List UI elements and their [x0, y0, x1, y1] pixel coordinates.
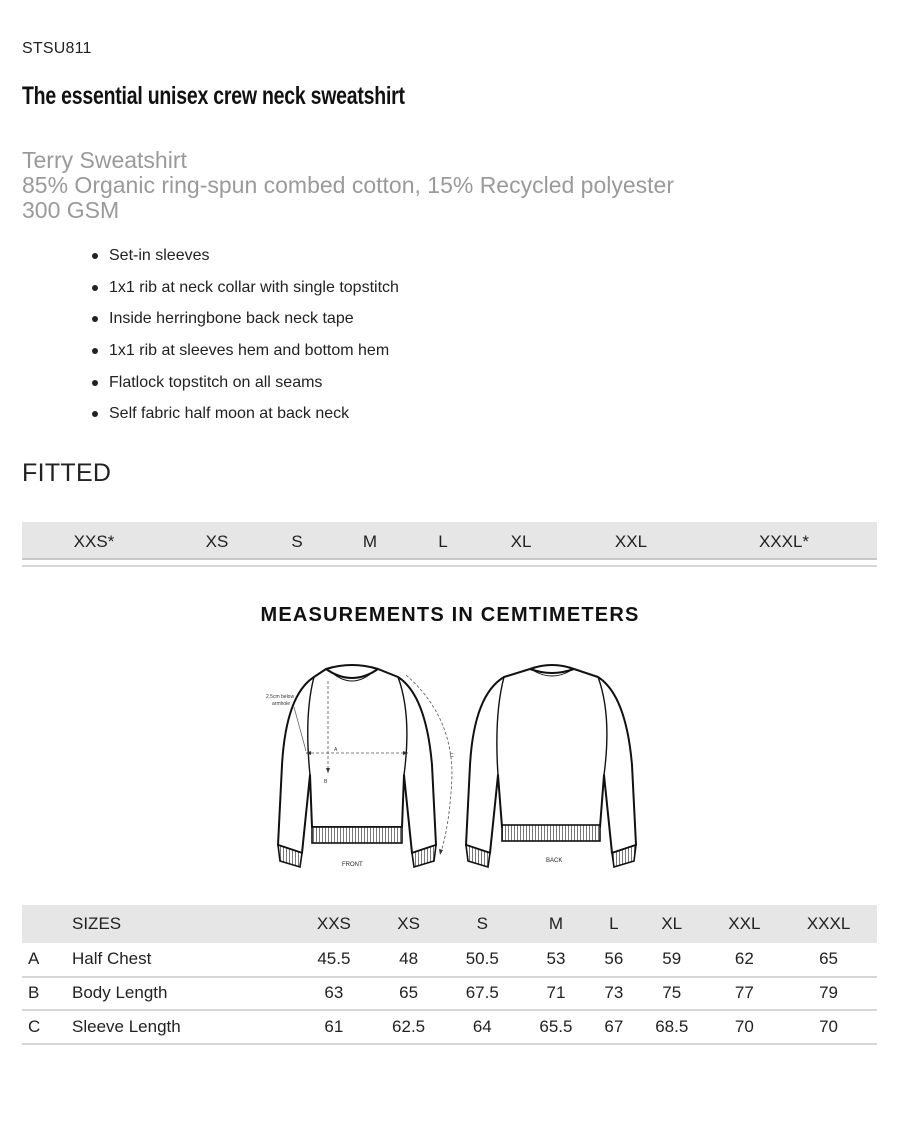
feature-item: 1x1 rib at sleeves hem and bottom hem: [90, 339, 399, 371]
cell-value: 45.5: [296, 943, 372, 977]
size-option: XXXL*: [758, 532, 810, 551]
table-row: [22, 977, 877, 1011]
divider: [22, 565, 877, 567]
size-bar: [22, 522, 877, 560]
cell-value: 63: [296, 977, 372, 1011]
cell-value: 65: [780, 943, 877, 977]
cell-value: 61: [296, 1010, 372, 1044]
header-size: M: [519, 905, 593, 943]
feature-item: Flatlock topstitch on all seams: [90, 371, 399, 403]
label-c: C: [450, 753, 454, 759]
fabric-weight: 300 GSM: [22, 197, 120, 223]
cell-value: 48: [372, 943, 446, 977]
cell-value: 62.5: [372, 1010, 446, 1044]
measurements-table: [22, 905, 877, 1045]
feature-list: [90, 244, 399, 434]
cell-value: 56: [593, 943, 635, 977]
header-size: S: [445, 905, 519, 943]
size-option: M: [362, 532, 378, 551]
header-size: L: [593, 905, 635, 943]
product-title: The essential unisex crew neck sweatshirt: [22, 82, 405, 110]
back-label: BACK: [546, 858, 563, 864]
cell-value: 70: [780, 1010, 877, 1044]
back-view: [466, 665, 636, 867]
feature-item: Self fabric half moon at back neck: [90, 402, 399, 434]
size-option: XXL: [614, 532, 648, 551]
fit-type: FITTED: [22, 459, 112, 487]
cell-value: 59: [635, 943, 709, 977]
header-size: XL: [635, 905, 709, 943]
cell-value: 65.5: [519, 1010, 593, 1044]
cell-value: 73: [593, 977, 635, 1011]
cell-value: 77: [709, 977, 781, 1011]
row-key: A: [22, 943, 60, 977]
header-sizes-label: SIZES: [60, 905, 296, 943]
row-name: Sleeve Length: [60, 1010, 296, 1044]
size-option: XXS*: [73, 532, 115, 551]
cell-value: 70: [709, 1010, 781, 1044]
cell-value: 50.5: [445, 943, 519, 977]
fabric-info: [22, 148, 674, 223]
product-code: STSU811: [22, 40, 92, 57]
row-key: B: [22, 977, 60, 1011]
fabric-composition: 85% Organic ring-spun combed cotton, 15% Recycled polyester: [22, 172, 675, 198]
diagram-note-line: 2.5cm below: [266, 694, 295, 700]
cell-value: 53: [519, 943, 593, 977]
cell-value: 62: [709, 943, 781, 977]
cell-value: 67: [593, 1010, 635, 1044]
table-header-row: [22, 905, 877, 943]
cell-value: 65: [372, 977, 446, 1011]
row-name: Half Chest: [60, 943, 296, 977]
table-row: [22, 943, 877, 977]
label-b: B: [324, 779, 328, 785]
cell-value: 71: [519, 977, 593, 1011]
cell-value: 79: [780, 977, 877, 1011]
cell-value: 68.5: [635, 1010, 709, 1044]
measurements-title: MEASUREMENTS IN CEMTIMETERS: [260, 604, 640, 626]
row-key: C: [22, 1010, 60, 1044]
header-size: XS: [372, 905, 446, 943]
cell-value: 75: [635, 977, 709, 1011]
cell-value: 67.5: [445, 977, 519, 1011]
size-option: L: [438, 532, 448, 551]
front-view: [266, 665, 454, 868]
sweatshirt-diagram: [246, 655, 656, 875]
size-option: XL: [510, 532, 532, 551]
header-key-cell: [22, 905, 60, 943]
feature-item: 1x1 rib at neck collar with single topstitch: [90, 276, 399, 308]
diagram-note-line: armhole: [272, 701, 291, 707]
header-size: XXXL: [780, 905, 877, 943]
row-name: Body Length: [60, 977, 296, 1011]
cell-value: 64: [445, 1010, 519, 1044]
table-row: [22, 1010, 877, 1044]
feature-item: Set-in sleeves: [90, 244, 399, 276]
size-option: S: [291, 532, 303, 551]
header-size: XXL: [709, 905, 781, 943]
fabric-type: Terry Sweatshirt: [22, 147, 187, 173]
label-a: A: [334, 747, 338, 753]
header-size: XXS: [296, 905, 372, 943]
feature-item: Inside herringbone back neck tape: [90, 307, 399, 339]
front-label: FRONT: [342, 862, 363, 868]
size-option: XS: [205, 532, 229, 551]
